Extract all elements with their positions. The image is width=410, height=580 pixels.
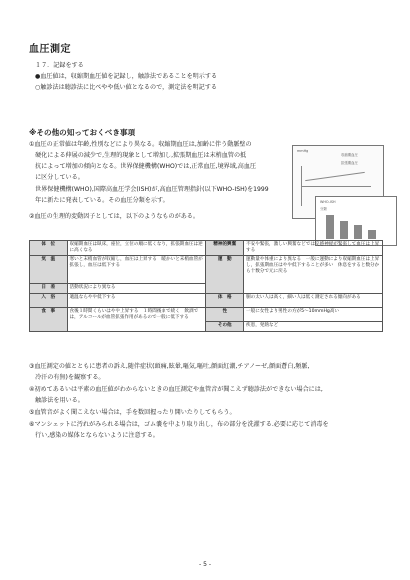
factor-label: 入 浴 xyxy=(30,294,68,308)
factor-label: 性 xyxy=(206,308,244,322)
factor-description: 適温ならやや低下する xyxy=(67,294,206,308)
factor-label: その他 xyxy=(206,322,244,332)
step-heading: １７．記録をする xyxy=(35,62,84,69)
who-ish-classification-figure: WHO-ISH 分類 xyxy=(315,196,397,246)
note-line: 触診法を用いる。 xyxy=(29,397,84,404)
factor-description: 活動状況により異なる xyxy=(67,284,206,294)
bp-variation-table xyxy=(29,240,383,332)
factor-label: 食 事 xyxy=(30,308,68,332)
step-bullet-2: ○触診法は聴診法に比べやや低い値となるので，測定法を明記する xyxy=(35,84,217,91)
note-line: ④初めてあるいは平素の血圧値がわからないときの血圧測定や血管音が聞こえず聴診法ができない場合には, xyxy=(29,386,323,393)
factor-description: 疾患，発熱など xyxy=(244,322,383,332)
note-line: 行い,感染の媒体とならないように注意する。 xyxy=(29,432,159,439)
note-line: 冷汗の有無)を観察する。 xyxy=(29,374,105,381)
table-row xyxy=(30,241,383,256)
note-line: ⑥マンシェットに汚れがみられる場合は，ゴム嚢を中より取り出し，布の部分を洗濯する.必要に応じて消毒を xyxy=(29,421,329,428)
factor-label: 体 位 xyxy=(30,241,68,256)
page-title: 血圧測定 xyxy=(29,44,71,55)
factor-label: 運 動 xyxy=(206,256,244,294)
factor-description: 運動量や体重により異なる 一般に運動により収縮期血圧は上昇し，拡張期血圧はやや低下することが多い 休息をすると数分から十数分で元に戻る xyxy=(244,256,383,294)
note-line: ②血圧の生理的変動因子としては，以下のようなものがある。 xyxy=(29,213,199,220)
page-number: - 5 - xyxy=(199,561,211,568)
factor-description: 胴の太い人は高く，細い人は低く測定される傾向がある xyxy=(244,294,383,308)
note-line: 世界保健機構(WHO),国際高血圧学会(ISH)が,高血圧管理指針(以下WHO-ISH)を1999 xyxy=(29,186,269,193)
note-line: ③血圧測定の値とともに患者の訴え,随伴症状(頭痛,眩暈,嘔気,嘔吐,顔面紅潮,チアノーゼ,顔面蒼白,頻脈, xyxy=(29,363,310,370)
note-line: に区分している。 xyxy=(29,174,84,181)
table-row xyxy=(30,256,383,284)
factor-label: 日 差 xyxy=(30,284,68,294)
note-line: ⑤血管音がよく聞こえない場合は，手を数回握ったり開いたりしてもらう。 xyxy=(29,409,236,416)
note-line: 硬化による伸展の減少で,生理的現象として増加し,拡張期血圧は末梢血管の抵 xyxy=(29,152,247,159)
table-row xyxy=(30,308,383,322)
table-row xyxy=(30,294,383,308)
note-line: 年に新たに発表している。その血圧分類を示す。 xyxy=(29,197,169,204)
factor-description: 不安や緊張，激しい興奮などでは交感神経が緊張して血圧は上昇する xyxy=(244,241,383,256)
factor-description: 食後１時間くらいはやや上昇する １時間後まで続く 飲酒では，アルコールが血管拡張作用があるので一般に低下する xyxy=(67,308,206,332)
factor-description: 寒いと末梢血管が収縮し，血圧は上昇する 暖かいと末梢血管が拡張し，血圧は低下する xyxy=(67,256,206,284)
factor-description: 一般に女性より男性の方が5～10mmHg高い xyxy=(244,308,383,322)
factor-description: 収縮期血圧は臥床，座位，立位の順に低くなり，拡張期血圧は逆に高くなる xyxy=(67,241,206,256)
note-line: ①血圧の正常値は年齢,性別などにより異なる。収縮期血圧は,加齢に伴う動脈壁の xyxy=(29,141,252,148)
step-bullet-1: ●血圧値は，収縮期血圧値を記録し，触診法であることを明示する xyxy=(35,73,218,80)
section-heading: ※その他の知っておくべき事項 xyxy=(29,128,136,137)
bp-age-figure: mmHg 収縮期血圧 拡張期血圧 xyxy=(292,145,384,219)
factor-label: 気 温 xyxy=(30,256,68,284)
factor-label: 精神的興奮 xyxy=(206,241,244,256)
note-line: 抗によって増加の傾向となる。世界保健機構(WHO)では,正常血圧,境界域,高血圧 xyxy=(29,163,257,170)
factor-label: 体 格 xyxy=(206,294,244,308)
